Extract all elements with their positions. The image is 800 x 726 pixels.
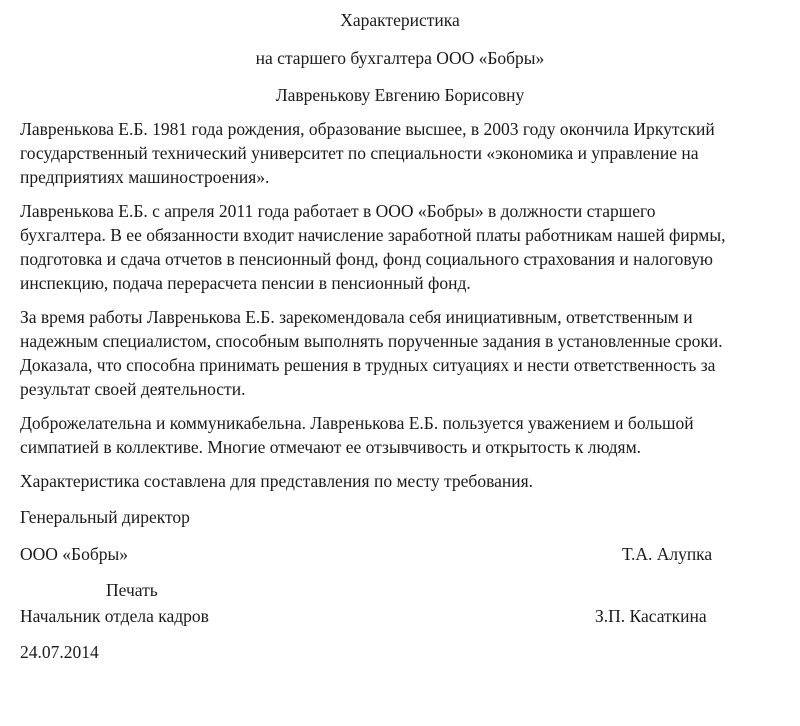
paragraph-education bbox=[20, 117, 780, 189]
director-position: Генеральный директор bbox=[20, 507, 190, 527]
hr-position: Начальник отдела кадров bbox=[20, 606, 209, 626]
paragraph-personality bbox=[20, 411, 780, 459]
director-name: Т.А. Алупка bbox=[622, 544, 713, 564]
paragraph-duties bbox=[20, 199, 780, 295]
paragraph-line: Доказала, что способна принимать решения в трудных ситуациях и нести ответственность за bbox=[20, 355, 716, 375]
paragraph-line: Лавренькова Е.Б. с апреля 2011 года работает в ООО «Бобры» в должности старшего bbox=[20, 201, 656, 221]
document-title: Характеристика bbox=[340, 10, 460, 30]
paragraph-purpose bbox=[20, 469, 780, 493]
paragraph-line: симпатией в коллективе. Многие отмечают ее отзывчивость и открытость к людям. bbox=[20, 437, 642, 457]
stamp-label: Печать bbox=[106, 580, 158, 600]
paragraph-line: бухгалтера. В ее обязанности входит начисление заработной платы работникам нашей фирмы, bbox=[20, 225, 726, 245]
paragraph-line: инспекцию, подача перерасчета пенсии в пенсионный фонд. bbox=[20, 273, 471, 293]
document-date: 24.07.2014 bbox=[20, 642, 99, 662]
director-signature-row bbox=[20, 542, 780, 566]
hr-signature-row bbox=[20, 604, 780, 628]
company-name: ООО «Бобры» bbox=[20, 544, 128, 564]
paragraph-line: результат своей деятельности. bbox=[20, 379, 246, 399]
document-page bbox=[20, 8, 780, 664]
paragraph-line: За время работы Лавренькова Е.Б. зарекомендовала себя инициативным, ответственным и bbox=[20, 307, 693, 327]
document-addressee: Лавренькову Евгению Борисовну bbox=[275, 85, 525, 105]
paragraph-line: надежным специалистом, способным выполнять порученные задания в установленные сроки. bbox=[20, 331, 723, 351]
paragraph-line: государственный технический университет по специальности «экономика и управление на bbox=[20, 143, 699, 163]
document-subtitle: на старшего бухгалтера ООО «Бобры» bbox=[255, 48, 545, 68]
paragraph-line: подготовка и сдача отчетов в пенсионный фонд, фонд социального страхования и налоговую bbox=[20, 249, 713, 269]
paragraph-line: Лавренькова Е.Б. 1981 года рождения, образование высшее, в 2003 году окончила Иркутский bbox=[20, 119, 715, 139]
paragraph-line: Доброжелательна и коммуникабельна. Лавренькова Е.Б. пользуется уважением и большой bbox=[20, 413, 694, 433]
paragraph-line: Характеристика составлена для представления по месту требования. bbox=[20, 471, 534, 491]
paragraph-performance bbox=[20, 305, 780, 401]
hr-name: З.П. Касаткина bbox=[595, 606, 707, 626]
paragraph-line: предприятиях машиностроения». bbox=[20, 167, 270, 187]
